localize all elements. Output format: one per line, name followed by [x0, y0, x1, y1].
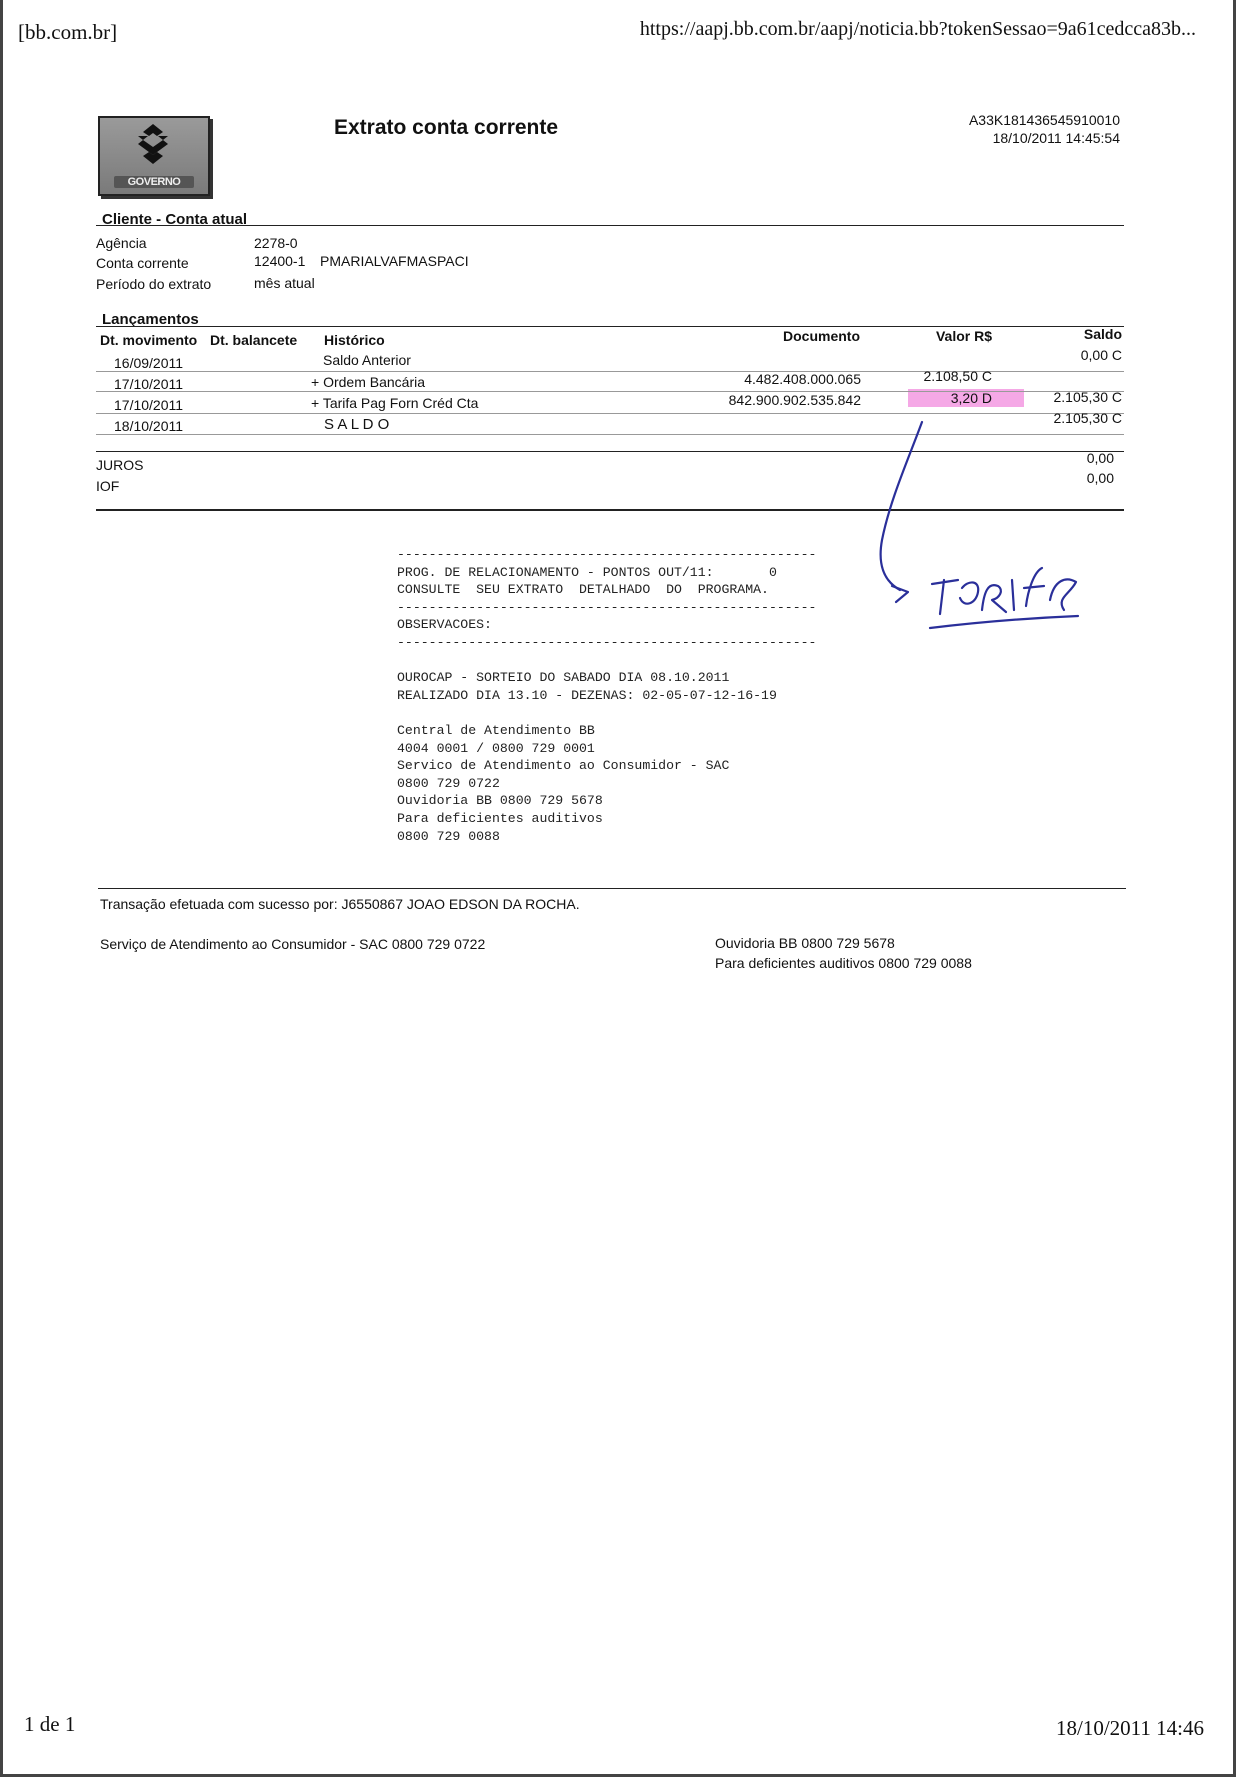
- message-line: [397, 704, 816, 722]
- document-title: Extrato conta corrente: [334, 116, 559, 139]
- deficientes-info: Para deficientes auditivos 0800 729 0088: [715, 955, 972, 971]
- sac-info: Serviço de Atendimento ao Consumidor - SAC 0800 729 0722: [100, 936, 486, 952]
- agencia-value: 2278-0: [254, 235, 298, 251]
- divider: [96, 225, 1124, 226]
- col-dt-movimento: Dt. movimento: [100, 332, 198, 348]
- row-historico: Saldo Anterior: [323, 352, 411, 368]
- agencia-label: Agência: [96, 235, 147, 251]
- message-line: 0800 729 0722: [397, 775, 500, 791]
- message-line: -----------------------------------------------------: [397, 599, 817, 615]
- bb-logo-icon: [130, 124, 176, 164]
- divider: [96, 326, 1124, 327]
- conta-name: PMARIALVAFMASPACI: [320, 253, 469, 269]
- divider: [98, 888, 1126, 889]
- message-line: PROG. DE RELACIONAMENTO - PONTOS OUT/11: 0: [397, 564, 777, 580]
- document-code: A33K181436545910010: [968, 112, 1120, 128]
- col-documento: Documento: [783, 328, 860, 344]
- site-name: [bb.com.br]: [18, 20, 118, 44]
- col-valor: Valor R$: [935, 328, 992, 344]
- juros-value: 0,00: [1086, 450, 1114, 466]
- message-line: REALIZADO DIA 13.10 - DEZENAS: 02-05-07-12-16-19: [397, 687, 777, 703]
- message-line: 4004 0001 / 0800 729 0001: [397, 740, 595, 756]
- row-dt-movimento: 16/09/2011: [114, 355, 184, 371]
- row-documento: 842.900.902.535.842: [728, 392, 861, 408]
- ouvidoria-info: Ouvidoria BB 0800 729 5678: [715, 935, 895, 951]
- message-line: Ouvidoria BB 0800 729 5678: [397, 793, 603, 809]
- print-datetime: 18/10/2011 14:46: [1056, 1716, 1204, 1740]
- message-line: -----------------------------------------------------: [397, 547, 817, 562]
- message-line: CONSULTE SEU EXTRATO DETALHADO DO PROGRAMA.: [397, 582, 769, 598]
- row-dt-movimento: 18/10/2011: [114, 418, 184, 434]
- lancamentos-section-title: Lançamentos: [102, 311, 199, 328]
- message-line: OBSERVACOES:: [397, 617, 492, 633]
- page-count: 1 de 1: [24, 1712, 76, 1736]
- juros-label: JUROS: [96, 457, 144, 473]
- conta-value: 12400-1: [254, 253, 306, 269]
- message-line: Para deficientes auditivos: [397, 810, 603, 826]
- logo-text: GOVERNO: [114, 176, 194, 188]
- row-dt-movimento: 17/10/2011: [114, 397, 184, 413]
- row-valor: 2.108,50 C: [923, 368, 992, 384]
- col-historico: Histórico: [324, 332, 385, 348]
- bank-logo: [98, 116, 210, 196]
- row-valor: 3,20 D: [950, 390, 992, 406]
- document-code-block: [969, 111, 1120, 147]
- iof-value: 0,00: [1086, 470, 1114, 486]
- periodo-label: Período do extrato: [96, 276, 212, 292]
- client-section-title: Cliente - Conta atual: [102, 211, 248, 228]
- row-saldo: 2.105,30 C: [1053, 410, 1122, 426]
- message-line: [397, 652, 816, 670]
- message-line: -----------------------------------------------------: [397, 634, 817, 650]
- message-line: Servico de Atendimento ao Consumidor - SAC: [397, 758, 730, 774]
- row-documento: 4.482.408.000.065: [744, 371, 861, 387]
- conta-label: Conta corrente: [96, 255, 189, 271]
- periodo-value: mês atual: [254, 275, 315, 291]
- message-line: OUROCAP - SORTEIO DO SABADO DIA 08.10.2011: [397, 670, 730, 686]
- handwritten-tarifa-annotation: [860, 420, 1100, 640]
- col-saldo: Saldo: [1083, 326, 1122, 342]
- row-historico: S A L D O: [324, 416, 390, 433]
- transaction-info: Transação efetuada com sucesso por: J6550867 JOAO EDSON DA ROCHA.: [100, 896, 580, 912]
- row-divider: [96, 413, 1124, 414]
- page-url: https://aapj.bb.com.br/aapj/noticia.bb?tokenSessao=9a61cedcca83b...: [639, 18, 1196, 40]
- message-line: 0800 729 0088: [397, 828, 500, 844]
- document-datetime: 18/10/2011 14:45:54: [992, 130, 1120, 146]
- messages-block: [397, 546, 816, 845]
- row-historico: + Tarifa Pag Forn Créd Cta: [311, 395, 479, 411]
- row-saldo: 0,00 C: [1080, 347, 1122, 363]
- iof-label: IOF: [96, 478, 120, 494]
- row-saldo: 2.105,30 C: [1053, 389, 1122, 405]
- row-dt-movimento: 17/10/2011: [114, 376, 184, 392]
- row-historico: + Ordem Bancária: [311, 374, 425, 390]
- col-dt-balancete: Dt. balancete: [210, 332, 298, 348]
- message-line: Central de Atendimento BB: [397, 722, 595, 738]
